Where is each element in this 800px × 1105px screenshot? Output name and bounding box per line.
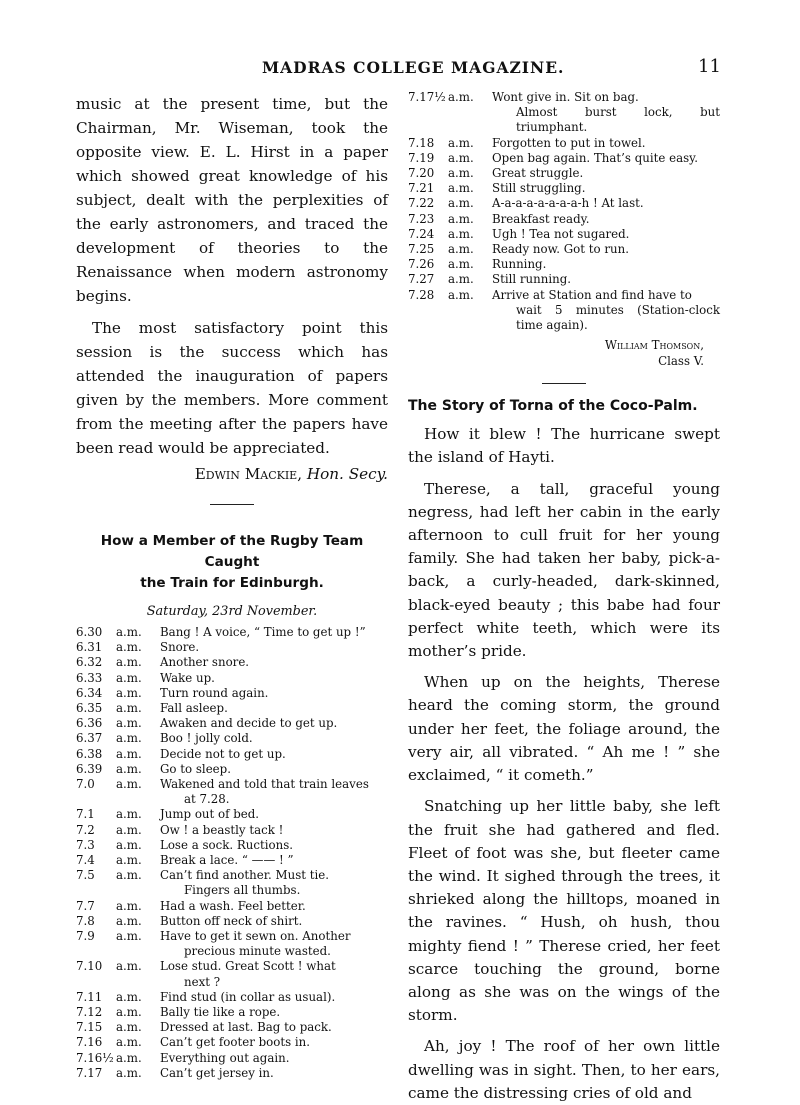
log-time: 7.28 <box>408 287 435 302</box>
log-text-line: Find stud (in collar as usual). <box>160 989 336 1004</box>
log-entry <box>408 257 720 272</box>
log-text <box>492 151 720 166</box>
log-ampm: a.m. <box>448 287 474 302</box>
log-text-line: Boo ! jolly cold. <box>160 731 253 746</box>
log-ampm: a.m. <box>116 1050 142 1065</box>
log-text <box>160 959 388 989</box>
log-text <box>160 655 388 670</box>
log-entry <box>76 731 388 746</box>
left-column <box>76 92 388 1081</box>
log-text-line: Everything out again. <box>160 1050 290 1065</box>
log-ampm: a.m. <box>116 777 142 792</box>
log-time: 7.0 <box>76 777 95 792</box>
log-entry <box>408 227 720 242</box>
log-time: 7.11 <box>76 989 103 1004</box>
log-ampm: a.m. <box>116 731 142 746</box>
log-text-line: Have to get it sewn on. Another <box>160 929 351 944</box>
log-text-line: Lose stud. Great Scott ! what <box>160 959 336 974</box>
log-text-line: Snore. <box>160 640 200 655</box>
signature-name: Edwin Mackie, <box>194 465 303 483</box>
log-entry <box>76 671 388 686</box>
log-text <box>160 701 388 716</box>
log-text-line: Can’t find another. Must tie. <box>160 868 330 883</box>
session-paragraph: The most satisfactory point this session is the success which has attended the inauguration of papers given by the members. More comment from the meeting after the papers have been read would be appreciated. <box>76 319 388 457</box>
log-entry <box>76 1020 388 1035</box>
log-text <box>492 227 720 242</box>
log-time: 6.36 <box>76 716 103 731</box>
story-paragraph-4: Snatching up her little baby, she left the fruit she had gathered and fled. Fleet of foot was she, but fleeter came the wind. It sighed through the trees, it shrieked along the hilltops, moaned in the ravines. “ Hush, oh hush, thou mighty fiend ! ” Therese cried, her feet scarce touching the ground, borne along as she was on the wings of the storm. <box>408 797 720 1025</box>
log-text <box>492 242 720 257</box>
log-text-line: Ugh ! Tea not sugared. <box>492 226 630 241</box>
story-paragraph-5: Ah, joy ! The roof of her own little dwelling was in sight. Then, to her ears, came the distressing cries of old and <box>408 1037 720 1102</box>
log-time: 6.30 <box>76 625 103 639</box>
log-text <box>160 1035 388 1050</box>
log-entry <box>76 716 388 731</box>
log-text-continuation: next ? <box>184 974 221 989</box>
log-entry <box>76 1051 388 1066</box>
story-title: The Story of Torna of the Coco-Palm. <box>408 398 698 415</box>
log-ampm: a.m. <box>116 822 142 837</box>
log-text-line: Turn round again. <box>160 685 269 700</box>
log-ampm: a.m. <box>116 837 142 852</box>
time-log-left <box>76 625 388 1081</box>
log-entry <box>76 853 388 868</box>
log-ampm: a.m. <box>448 272 474 287</box>
log-entry <box>76 777 388 807</box>
log-ampm: a.m. <box>116 701 142 716</box>
log-text-line: Ready now. Got to run. <box>492 242 629 257</box>
time-log-right <box>408 90 720 333</box>
log-text-continuation: Fingers all thumbs. <box>184 883 301 898</box>
page-number: 11 <box>698 56 721 77</box>
log-ampm: a.m. <box>116 853 142 868</box>
log-time: 7.3 <box>76 837 95 852</box>
log-text <box>160 716 388 731</box>
log-text <box>160 990 388 1005</box>
log-time: 7.2 <box>76 822 95 837</box>
log-entry <box>76 929 388 959</box>
log-text-line: A-a-a-a-a-a-a-a-h ! At last. <box>492 196 644 211</box>
log-time: 6.39 <box>76 761 103 776</box>
log-text <box>160 929 388 959</box>
log-text <box>160 777 388 807</box>
log-text <box>160 625 388 640</box>
log-ampm: a.m. <box>116 625 142 639</box>
log-entry <box>408 181 720 196</box>
log-ampm: a.m. <box>116 959 142 974</box>
log-text <box>492 136 720 151</box>
log-signature-name: William Thomson, <box>604 338 704 353</box>
log-text-continuation: wait 5 minutes (Station-clock time again). <box>516 302 720 333</box>
log-time: 7.27 <box>408 272 435 287</box>
log-text-line: Bally tie like a rope. <box>160 1005 281 1020</box>
log-text-line: Wake up. <box>160 670 215 685</box>
log-text-continuation: precious minute wasted. <box>184 944 331 959</box>
log-text-line: Bang ! A voice, “ Time to get up !” <box>160 625 366 639</box>
log-text-line: Can’t get jersey in. <box>160 1065 274 1080</box>
log-time: 6.38 <box>76 746 103 761</box>
log-ampm: a.m. <box>116 807 142 822</box>
log-ampm: a.m. <box>448 196 474 211</box>
dateline: Saturday, 23rd November. <box>146 604 318 619</box>
continued-paragraph: music at the present time, but the Chairman, Mr. Wiseman, took the opposite view. E. L. Hirst in a paper which showed great knowledge of his subject, dealt with the perplexities of the early astronomers, and traced the development of theories to the Renaissance when modern astronomy begins. <box>76 95 388 305</box>
log-text <box>160 868 388 898</box>
log-entry <box>76 868 388 898</box>
log-entry <box>76 959 388 989</box>
log-time: 7.16½ <box>76 1050 114 1065</box>
log-text <box>160 853 388 868</box>
log-time: 7.7 <box>76 898 95 913</box>
log-ampm: a.m. <box>116 685 142 700</box>
log-time: 7.22 <box>408 196 435 211</box>
log-ampm: a.m. <box>116 929 142 944</box>
log-entry <box>408 151 720 166</box>
log-time: 7.12 <box>76 1005 103 1020</box>
log-text <box>160 899 388 914</box>
log-ampm: a.m. <box>448 166 474 181</box>
log-signature-class: Class V. <box>658 354 704 369</box>
log-entry <box>76 823 388 838</box>
log-time: 6.33 <box>76 670 103 685</box>
log-entry <box>76 807 388 822</box>
log-entry <box>76 625 388 640</box>
log-entry <box>76 899 388 914</box>
log-time: 6.37 <box>76 731 103 746</box>
log-text-line: Fall asleep. <box>160 701 228 716</box>
log-time: 6.35 <box>76 701 103 716</box>
log-entry <box>408 212 720 227</box>
log-ampm: a.m. <box>448 226 474 241</box>
story-paragraph-3: When up on the heights, Therese heard the coming storm, the ground under her feet, the foliage around, the very air, all vibrated. “ Ah me ! ” she exclaimed, “ it cometh.” <box>408 673 720 785</box>
log-entry <box>408 90 720 136</box>
log-text-line: Awaken and decide to get up. <box>160 716 338 731</box>
log-entry <box>408 288 720 334</box>
log-text-line: Button off neck of shirt. <box>160 913 303 928</box>
log-time: 7.4 <box>76 853 95 868</box>
log-text <box>160 747 388 762</box>
log-text <box>492 257 720 272</box>
log-text-line: Still running. <box>492 272 571 287</box>
log-entry <box>76 640 388 655</box>
log-text <box>160 762 388 777</box>
log-text-line: Wont give in. Sit on bag. <box>492 90 639 104</box>
rugby-title-line-1: How a Member of the Rugby Team Caught <box>100 533 364 570</box>
log-ampm: a.m. <box>116 898 142 913</box>
log-text-continuation: Almost burst lock, but triumphant. <box>516 105 720 135</box>
log-entry <box>76 655 388 670</box>
log-entry <box>76 1005 388 1020</box>
log-time: 6.32 <box>76 655 103 670</box>
log-time: 7.26 <box>408 257 435 272</box>
log-entry <box>408 242 720 257</box>
log-time: 7.8 <box>76 913 95 928</box>
log-text-line: Had a wash. Feel better. <box>160 898 306 913</box>
log-entry <box>76 990 388 1005</box>
log-text <box>160 1066 388 1081</box>
log-text <box>492 272 720 287</box>
log-text-line: Can’t get footer boots in. <box>160 1035 311 1050</box>
log-text <box>492 166 720 181</box>
log-time: 7.15 <box>76 1020 103 1035</box>
story-section <box>408 396 720 1105</box>
log-time: 7.24 <box>408 226 435 241</box>
log-ampm: a.m. <box>448 90 474 104</box>
log-text-line: Go to sleep. <box>160 761 231 776</box>
log-text-line: Ow ! a beastly tack ! <box>160 822 284 837</box>
log-text <box>492 288 720 334</box>
log-text-line: Lose a sock. Ructions. <box>160 837 294 852</box>
log-text <box>160 1005 388 1020</box>
log-text-line: Another snore. <box>160 655 250 670</box>
log-entry <box>76 762 388 777</box>
log-text-line: Dressed at last. Bag to pack. <box>160 1020 332 1035</box>
log-entry <box>408 196 720 211</box>
log-text-line: Arrive at Station and find have to <box>492 287 692 302</box>
log-time: 6.34 <box>76 685 103 700</box>
log-time: 7.10 <box>76 959 103 974</box>
log-time: 7.16 <box>76 1035 103 1050</box>
running-head <box>0 58 800 82</box>
log-time: 7.21 <box>408 181 435 196</box>
story-paragraph-2: Therese, a tall, graceful young negress, had left her cabin in the early afternoon to cull fruit for her young family. She had taken her baby, pick-a-back, a curly-headed, dark-skinned, black-eyed beauty ; this babe had four perfect white teeth, which were its mother’s pride. <box>408 479 720 661</box>
log-text-line: Jump out of bed. <box>160 807 260 822</box>
log-time: 7.23 <box>408 211 435 226</box>
log-text <box>160 807 388 822</box>
log-time: 7.19 <box>408 150 435 165</box>
log-entry <box>408 166 720 181</box>
section-divider <box>210 504 254 505</box>
log-ampm: a.m. <box>448 135 474 150</box>
log-ampm: a.m. <box>448 257 474 272</box>
log-time: 7.5 <box>76 868 95 883</box>
log-ampm: a.m. <box>116 716 142 731</box>
log-time: 7.1 <box>76 807 95 822</box>
log-ampm: a.m. <box>116 1020 142 1035</box>
log-ampm: a.m. <box>116 1035 142 1050</box>
log-ampm: a.m. <box>116 1005 142 1020</box>
log-entry <box>76 747 388 762</box>
log-time: 7.20 <box>408 166 435 181</box>
log-text-line: Great struggle. <box>492 166 584 181</box>
log-ampm: a.m. <box>116 655 142 670</box>
log-text <box>160 1020 388 1035</box>
log-ampm: a.m. <box>116 868 142 883</box>
log-ampm: a.m. <box>116 670 142 685</box>
log-text <box>160 671 388 686</box>
log-entry <box>76 914 388 929</box>
log-time: 7.9 <box>76 929 95 944</box>
log-text <box>160 731 388 746</box>
log-text-continuation: at 7.28. <box>184 792 230 807</box>
log-text-line: Running. <box>492 257 547 272</box>
log-entry <box>76 1035 388 1050</box>
log-text <box>492 196 720 211</box>
log-time: 7.17 <box>76 1065 103 1080</box>
rugby-title-line-2: the Train for Edinburgh. <box>140 575 324 591</box>
rugby-article-title <box>76 531 388 594</box>
log-ampm: a.m. <box>448 181 474 196</box>
log-ampm: a.m. <box>116 640 142 655</box>
log-text <box>160 838 388 853</box>
secretary-signature <box>76 462 388 486</box>
log-text <box>160 1051 388 1066</box>
log-time: 6.31 <box>76 640 103 655</box>
log-ampm: a.m. <box>448 211 474 226</box>
log-text <box>160 686 388 701</box>
log-time: 7.18 <box>408 135 435 150</box>
log-entry <box>76 838 388 853</box>
log-text-line: Break a lace. “ —— ! ” <box>160 853 294 868</box>
log-text <box>492 212 720 227</box>
signature-role: Hon. Secy. <box>306 465 388 483</box>
log-entry <box>76 1066 388 1081</box>
log-text <box>492 181 720 196</box>
log-text <box>160 640 388 655</box>
log-text-line: Open bag again. That’s quite easy. <box>492 150 699 165</box>
right-column <box>408 90 720 1105</box>
running-title: MADRAS COLLEGE MAGAZINE. <box>262 58 565 77</box>
log-time: 7.25 <box>408 242 435 257</box>
log-text <box>160 914 388 929</box>
log-ampm: a.m. <box>116 989 142 1004</box>
log-text-line: Breakfast ready. <box>492 211 590 226</box>
log-text <box>160 823 388 838</box>
log-time: 7.17½ <box>408 90 446 104</box>
log-text-line: Still struggling. <box>492 181 586 196</box>
log-ampm: a.m. <box>116 1065 142 1080</box>
log-text-line: Wakened and told that train leaves <box>160 777 369 792</box>
log-entry <box>408 272 720 287</box>
log-entry <box>76 701 388 716</box>
log-entry <box>408 136 720 151</box>
log-ampm: a.m. <box>448 150 474 165</box>
section-divider-right <box>542 383 586 384</box>
log-text-line: Forgotten to put in towel. <box>492 135 646 150</box>
log-text-line: Decide not to get up. <box>160 746 286 761</box>
story-paragraph-1: How it blew ! The hurricane swept the island of Hayti. <box>408 425 720 467</box>
log-entry <box>76 686 388 701</box>
log-ampm: a.m. <box>116 761 142 776</box>
log-ampm: a.m. <box>116 746 142 761</box>
log-text <box>492 90 720 136</box>
log-signature <box>408 337 720 369</box>
log-ampm: a.m. <box>448 242 474 257</box>
log-ampm: a.m. <box>116 913 142 928</box>
